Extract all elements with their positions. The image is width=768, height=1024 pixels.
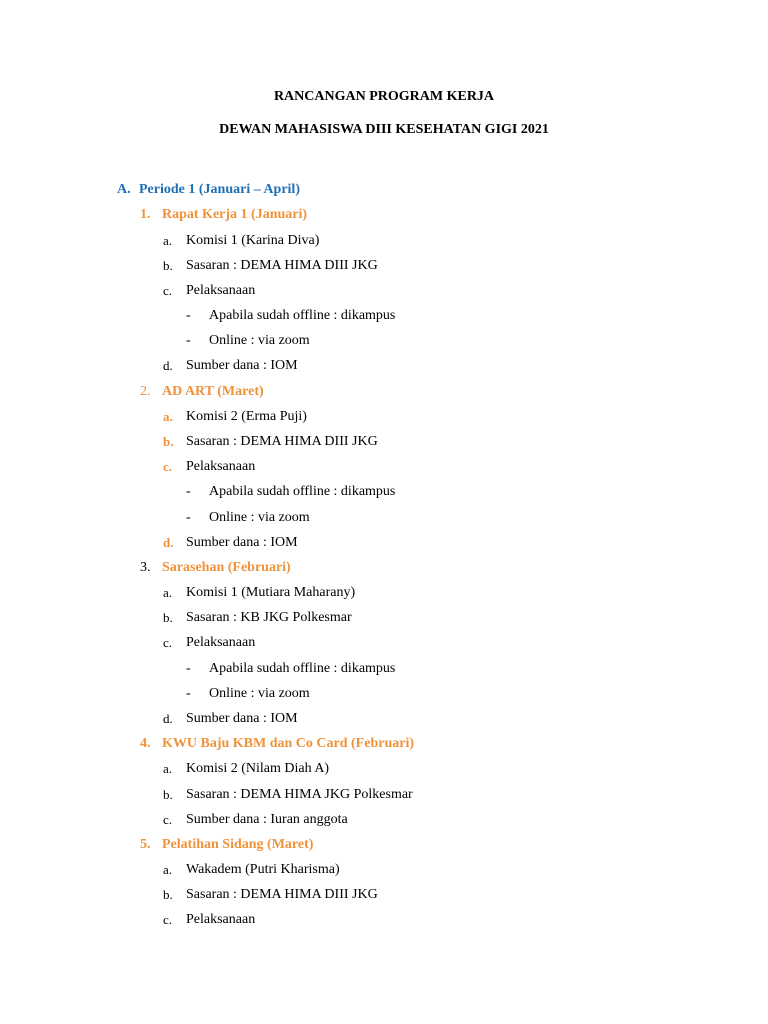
item-marker: d. [163,358,173,373]
item-text: Apabila sudah offline : dikampus [209,661,396,676]
item-marker: b. [163,610,173,625]
item-text: Sasaran : KB JKG Polkesmar [186,610,352,625]
document-subtitle: DEWAN MAHASISWA DIII KESEHATAN GIGI 2021 [219,122,549,137]
section-marker: A. [117,182,131,197]
item-marker: b. [163,434,174,449]
item-text: Pelaksanaan [186,912,256,927]
program-number: 3. [140,560,151,575]
item-text: Komisi 1 (Karina Diva) [186,233,320,248]
program-title: Pelatihan Sidang (Maret) [162,837,314,852]
item-text: Pelaksanaan [186,283,256,298]
item-marker: d. [163,535,174,550]
program-title: Rapat Kerja 1 (Januari) [162,207,308,222]
item-marker: a. [163,862,173,877]
dash-marker: - [186,661,191,676]
item-text: Sumber dana : IOM [186,711,298,726]
section-label: Periode 1 (Januari – April) [139,182,300,197]
item-text: Sumber dana : IOM [186,535,298,550]
item-marker: b. [163,887,173,902]
item-marker: a. [163,233,173,248]
program-number: 4. [140,736,151,751]
item-marker: c. [163,635,173,650]
dash-marker: - [186,484,191,499]
dash-marker: - [186,333,191,348]
item-marker: a. [163,409,173,424]
item-marker: c. [163,459,173,474]
item-text: Pelaksanaan [186,459,256,474]
item-text: Wakadem (Putri Kharisma) [186,862,340,877]
program-number: 2. [140,384,151,399]
item-text: Sasaran : DEMA HIMA DIII JKG [186,887,378,902]
item-text: Komisi 2 (Erma Puji) [186,409,307,424]
item-text: Online : via zoom [209,686,310,701]
item-marker: c. [163,812,173,827]
item-text: Online : via zoom [209,510,310,525]
dash-marker: - [186,510,191,525]
document-title: RANCANGAN PROGRAM KERJA [273,89,495,104]
program-title: KWU Baju KBM dan Co Card (Februari) [162,736,414,751]
item-marker: c. [163,912,173,927]
program-number: 5. [140,837,151,852]
program-number: 1. [140,207,151,222]
item-marker: a. [163,585,173,600]
item-text: Sumber dana : IOM [186,358,298,373]
item-marker: a. [163,761,173,776]
item-marker: b. [163,787,173,802]
item-text: Sumber dana : Iuran anggota [186,812,348,827]
program-title: AD ART (Maret) [162,384,264,399]
item-text: Apabila sudah offline : dikampus [209,308,396,323]
item-text: Sasaran : DEMA HIMA JKG Polkesmar [186,787,413,802]
item-text: Komisi 1 (Mutiara Maharany) [186,585,356,600]
item-text: Sasaran : DEMA HIMA DIII JKG [186,434,378,449]
item-text: Online : via zoom [209,333,310,348]
item-marker: c. [163,283,173,298]
dash-marker: - [186,308,191,323]
item-text: Komisi 2 (Nilam Diah A) [186,761,330,776]
item-marker: b. [163,258,173,273]
dash-marker: - [186,686,191,701]
item-text: Apabila sudah offline : dikampus [209,484,396,499]
program-title: Sarasehan (Februari) [162,560,291,575]
item-text: Pelaksanaan [186,635,256,650]
item-marker: d. [163,711,173,726]
item-text: Sasaran : DEMA HIMA DIII JKG [186,258,378,273]
